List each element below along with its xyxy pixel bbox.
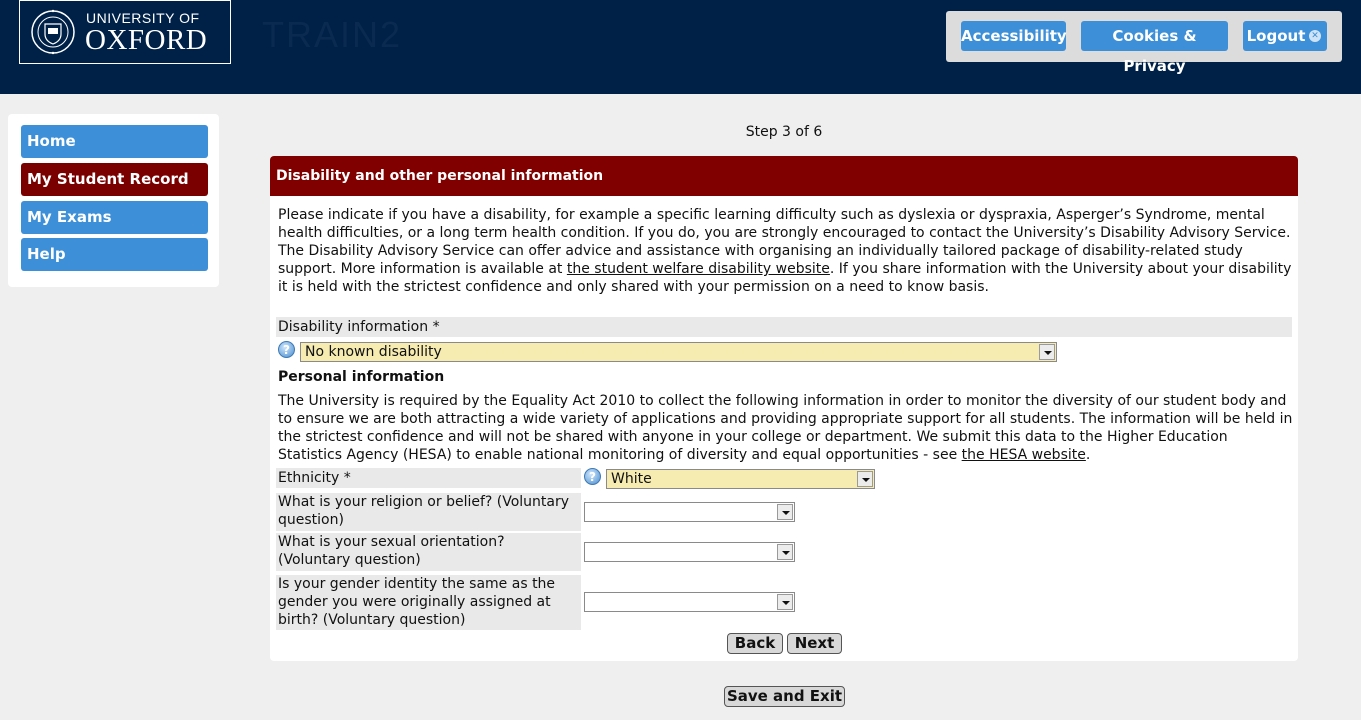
- disability-select-value: No known disability: [305, 344, 442, 360]
- chevron-down-icon: [857, 471, 873, 487]
- university-logo[interactable]: [19, 0, 231, 64]
- personal-info-heading: Personal information: [278, 369, 445, 385]
- logout-label: Logout: [1246, 27, 1306, 45]
- ethnicity-select-value: White: [611, 471, 652, 487]
- chevron-down-icon: [1039, 344, 1055, 360]
- disability-select[interactable]: [300, 342, 1057, 362]
- environment-watermark: TRAIN2: [262, 14, 403, 55]
- site-header: [0, 0, 1361, 94]
- sexual-orientation-select[interactable]: [584, 542, 795, 562]
- university-crest-icon: [30, 7, 76, 57]
- sidebar-nav: [8, 114, 219, 287]
- intro-text-start: Please indicate if you have a disability, for example a specific learning difficulty such as dyslexia or dyspraxia, Asperger’s Syndrome, mental health difficulties, or a long term health condition. If you do, you are strongly encouraged to contact the University’s Disability Advisory Service. The Disability Advisory Service can offer advice and assistance with organising an individually tailored package of disability-related study support. More information is available at: [278, 207, 1291, 277]
- cookies-privacy-button[interactable]: Cookies & Privacy: [1081, 21, 1228, 51]
- ethnicity-select[interactable]: [606, 469, 875, 489]
- religion-select[interactable]: [584, 502, 795, 522]
- chevron-down-icon: [777, 594, 793, 610]
- form-panel: [270, 156, 1298, 661]
- religion-label: What is your religion or belief? (Voluntary question): [276, 493, 581, 531]
- logout-button[interactable]: [1243, 21, 1327, 51]
- disability-label: Disability information *: [276, 317, 1292, 337]
- ethnicity-label: Ethnicity *: [276, 468, 581, 488]
- sidebar-item-help[interactable]: Help: [21, 238, 208, 271]
- help-icon[interactable]: ?: [278, 341, 295, 358]
- sidebar-item-home[interactable]: Home: [21, 125, 208, 158]
- gender-identity-label: Is your gender identity the same as the gender you were originally assigned at birth? (Voluntary question): [276, 575, 581, 630]
- disability-intro-text: [278, 206, 1294, 296]
- sexual-orientation-label: What is your sexual orientation? (Voluntary question): [276, 533, 581, 571]
- gender-identity-select[interactable]: [584, 592, 795, 612]
- personal-text-end: .: [1085, 447, 1091, 463]
- help-icon[interactable]: ?: [584, 468, 601, 485]
- accessibility-button[interactable]: Accessibility: [961, 21, 1066, 51]
- intro-text-end: . If you share information with the University about your disability it is held with the strictest confidence and only shared with your permission on a need to know basis.: [278, 261, 1292, 295]
- disability-website-link[interactable]: the student welfare disability website: [566, 261, 830, 277]
- personal-info-text: [278, 392, 1294, 464]
- top-links-bar: [946, 11, 1342, 75]
- save-and-exit-button[interactable]: Save and Exit: [724, 686, 845, 707]
- next-button[interactable]: Next: [787, 633, 842, 654]
- step-indicator: Step 3 of 6: [745, 124, 823, 140]
- sidebar-item-my-student-record[interactable]: My Student Record: [21, 163, 208, 196]
- chevron-down-icon: [777, 504, 793, 520]
- hesa-website-link[interactable]: the HESA website: [961, 447, 1086, 463]
- logo-text-oxford: OXFORD: [85, 24, 208, 56]
- section-title: Disability and other personal information: [270, 156, 1298, 196]
- sidebar-item-my-exams[interactable]: My Exams: [21, 201, 208, 234]
- personal-text-start: The University is required by the Equality Act 2010 to collect the following information in order to monitor the diversity of our student body and to ensure we are both attracting a wide variety of applications and providing appropriate support for all students. The information will be held in the strictest confidence and will not be shared with anyone in your college or department. We submit this data to the Higher Education Statistics Agency (HESA) to enable national monitoring of diversity and equal opportunities - see: [278, 393, 1293, 463]
- close-icon: ✕: [1309, 30, 1321, 42]
- logo-text-university-of: UNIVERSITY OF: [86, 10, 200, 26]
- back-button[interactable]: Back: [727, 633, 783, 654]
- chevron-down-icon: [777, 544, 793, 560]
